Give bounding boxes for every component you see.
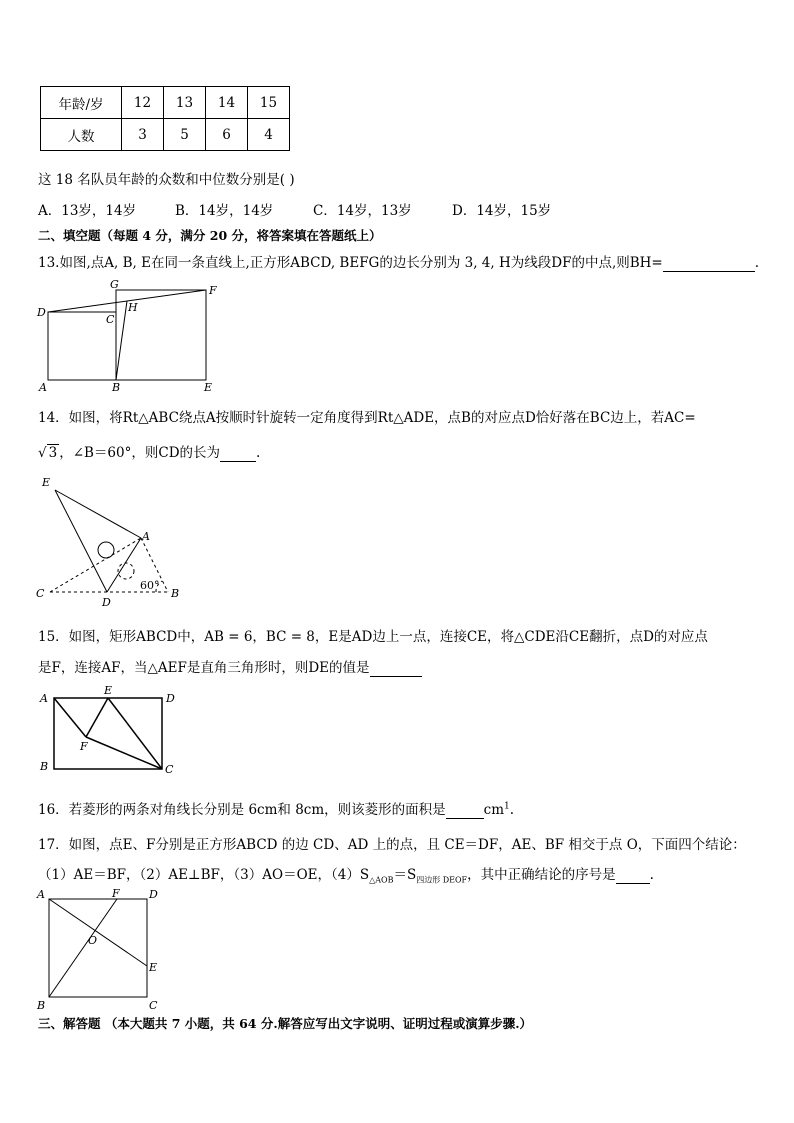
sqrt-value: 3 [48,445,58,461]
section-3-title: 三、解答题 （本大题共 7 小题，共 64 分.解答应写出文字说明、证明过程或演算步骤.） [38,1016,533,1031]
q13-label-f: F [209,284,217,297]
q17-sub-deof: 四边形 DEOF [416,875,468,885]
q13-label-c: C [106,313,115,326]
q13-label-g: G [110,278,119,291]
q12-option-d: D．14岁，15岁 [452,203,552,219]
q12-option-c: C．14岁，13岁 [313,203,412,219]
q17-label-a: A [37,888,45,901]
table-cell: 6 [206,119,248,151]
q13-label-d: D [37,306,46,319]
q14-label-c: C [36,587,45,600]
q16-unit: cm [483,802,505,818]
q12-question: 这 18 名队员年龄的众数和中位数分别是( ) [38,172,295,188]
table-cell: 3 [122,119,164,151]
q14-label-a: A [142,530,150,543]
q15-line1: 15．如图，矩形ABCD中，AB = 6，BC = 8，E是AD边上一点，连接CE，将△CDE沿CE翻折，点D的对应点 [38,629,708,645]
q15-label-c: C [165,763,174,776]
q13-question: 13.如图,点A, B, E在同一条直线上,正方形ABCD, BEFG的边长分别为 3, 4, H为线段DF的中点,则BH= [38,255,663,271]
q14-end: . [256,445,261,461]
table-cell: 14 [206,87,248,119]
table-cell: 13 [164,87,206,119]
q15-label-b: B [40,760,49,773]
q17-label-o: O [88,934,98,947]
q13-end: . [754,255,760,271]
q15-label-d: D [166,692,175,705]
q17-label-f: F [112,887,120,900]
q17-label-b: B [37,999,46,1012]
q15-label-e: E [104,684,113,697]
q13-label-b: B [112,381,121,394]
q16-end: . [509,802,515,818]
q14-angle-label: 60° [140,579,160,592]
table-cell: 15 [248,87,290,119]
q14-label-b: B [171,587,180,600]
table-cell: 12 [122,87,164,119]
q17-text-c: ，其中正确结论的序号是 [467,867,616,883]
table-cell: 年龄/岁 [41,87,122,119]
q16-unit-sup: 1 [504,801,510,812]
q14-line1: 14．如图，将Rt△ABC绕点A按顺时针旋转一定角度得到Rt△ADE，点B的对应点D恰好落在BC边上，若AC= [38,410,696,426]
q17-end: . [649,867,654,883]
sqrt-symbol: √ 3 [38,445,58,461]
table-cell: 人数 [41,119,122,151]
q17-label-d: D [149,888,158,901]
q15-line2-text: 是F，连接AF，当△AEF是直角三角形时，则DE的值是 [38,660,370,676]
q15-label-f: F [80,740,88,753]
q13-label-a: A [39,381,47,394]
q12-option-a: A．13岁，14岁 [38,203,137,219]
q17-label-c: C [149,999,158,1012]
q14-line2-text: ，∠B＝60°，则CD的长为 [59,445,221,461]
table-cell: 4 [248,119,290,151]
q14-label-d: D [102,596,111,609]
q17-sub-aob: △AOB [369,875,394,885]
q17-label-e: E [149,961,158,974]
q15-label-a: A [40,692,48,705]
q17-text-b: ＝S [393,867,417,883]
section-2-title: 二、填空题（每题 4 分，满分 20 分，将答案填在答题纸上） [38,228,382,243]
q17-text-a: （1）AE＝BF，（2）AE⊥BF，（3）AO＝OE，（4）S [38,867,370,883]
q16-question: 16．若菱形的两条对角线长分别是 6cm和 8cm，则该菱形的面积是 [38,802,446,818]
q12-option-b: B．14岁，14岁 [175,203,274,219]
table-cell: 5 [164,119,206,151]
q13-label-h: H [128,301,138,314]
q13-label-e: E [204,381,213,394]
q17-line1: 17．如图，点E、F分别是正方形ABCD 的边 CD、AD 上的点，且 CE＝DF，AE、BF 相交于点 O，下面四个结论： [38,837,746,853]
q14-label-e: E [42,476,51,489]
